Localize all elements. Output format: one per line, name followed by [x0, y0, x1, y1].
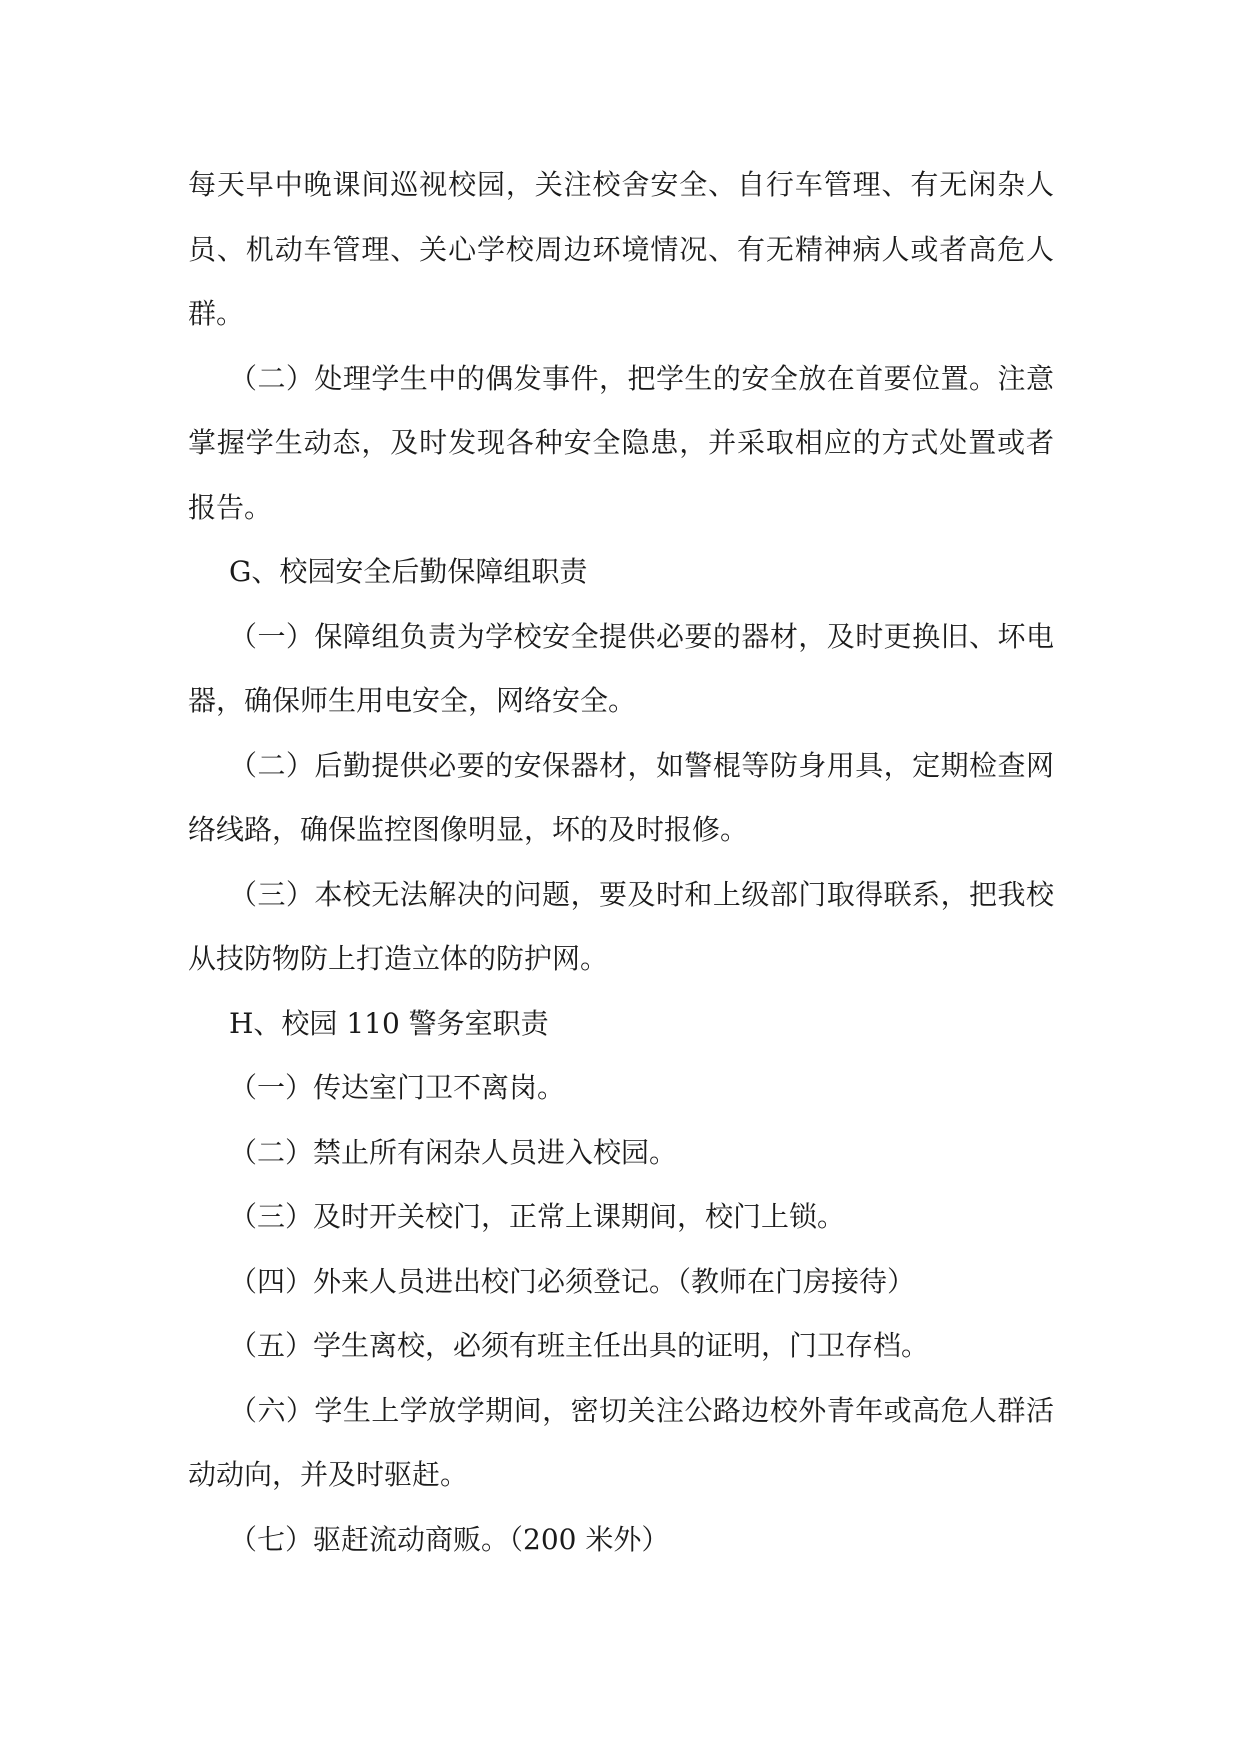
paragraph-logistics-item-3: （三）本校无法解决的问题，要及时和上级部门取得联系，把我校从技防物防上打造立体的防护网。	[188, 877, 1054, 975]
paragraph-police-item-1: （一）传达室门卫不离岗。	[229, 1071, 566, 1104]
paragraph-police-item-3: （三）及时开关校门，正常上课期间，校门上锁。	[229, 1200, 846, 1233]
paragraph-police-item-5: （五）学生离校，必须有班主任出具的证明，门卫存档。	[229, 1329, 930, 1362]
paragraph-police-item-4: （四）外来人员进出校门必须登记。（教师在门房接待）	[229, 1264, 916, 1298]
section-heading-logistics: G、校园安全后勤保障组职责	[229, 555, 588, 588]
paragraph-logistics-item-1: （一）保障组负责为学校安全提供必要的器材，及时更换旧、坏电器，确保师生用电安全，网络安全。	[188, 619, 1054, 717]
paragraph-patrol-duties: 每天早中晚课间巡视校园，关注校舍安全、自行车管理、有无闲杂人员、机动车管理、关心学校周边环境情况、有无精神病人或者高危人群。	[188, 168, 1054, 330]
paragraph-police-item-6: （六）学生上学放学期间，密切关注公路边校外青年或高危人群活动动向，并及时驱赶。	[188, 1393, 1054, 1491]
paragraph-incident-handling: （二）处理学生中的偶发事件，把学生的安全放在首要位置。注意掌握学生动态，及时发现各种安全隐患，并采取相应的方式处置或者报告。	[188, 361, 1054, 524]
paragraph-police-item-7: （七）驱赶流动商贩。（200 米外）	[229, 1522, 670, 1556]
section-heading-police-office: H、校园 110 警务室职责	[229, 1006, 549, 1040]
paragraph-logistics-item-2: （二）后勤提供必要的安保器材，如警棍等防身用具，定期检查网络线路，确保监控图像明显，坏的及时报修。	[188, 748, 1054, 846]
document-page	[188, 153, 1054, 1572]
paragraph-police-item-2: （二）禁止所有闲杂人员进入校园。	[229, 1135, 678, 1169]
